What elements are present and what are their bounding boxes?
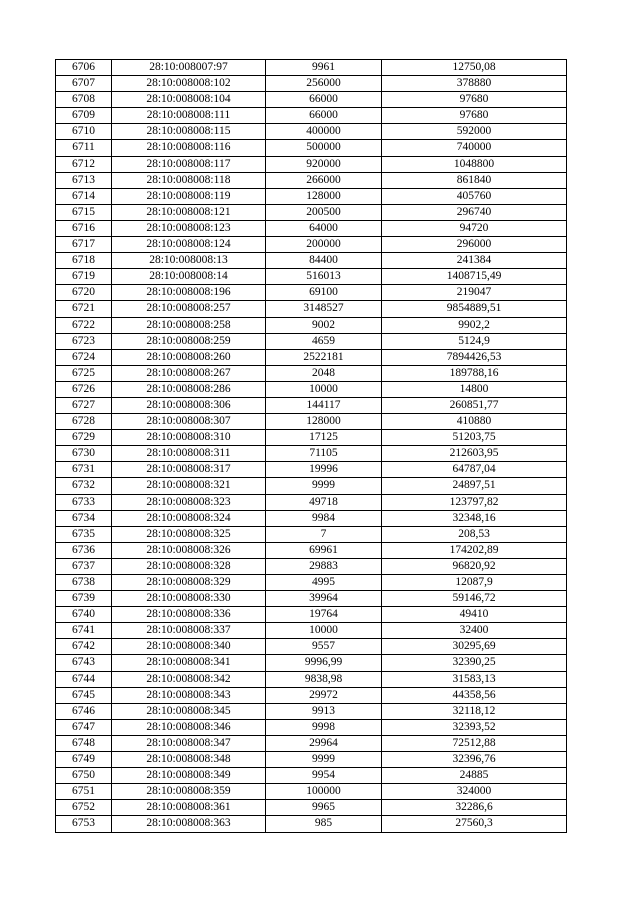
area-cell: 9999 <box>266 478 382 494</box>
table-row <box>56 752 567 768</box>
value-cell: 32286,6 <box>382 800 567 816</box>
area-cell: 200500 <box>266 204 382 220</box>
cadastral-number-cell: 28:10:008008:124 <box>112 237 266 253</box>
table-body <box>56 60 567 833</box>
row-number-cell: 6731 <box>56 462 112 478</box>
row-number-cell: 6724 <box>56 349 112 365</box>
cadastral-number-cell: 28:10:008008:118 <box>112 172 266 188</box>
table-row <box>56 623 567 639</box>
cadastral-number-cell: 28:10:008008:196 <box>112 285 266 301</box>
row-number-cell: 6753 <box>56 816 112 832</box>
cadastral-number-cell: 28:10:008008:102 <box>112 76 266 92</box>
row-number-cell: 6730 <box>56 446 112 462</box>
table-row <box>56 768 567 784</box>
area-cell: 19764 <box>266 607 382 623</box>
row-number-cell: 6720 <box>56 285 112 301</box>
row-number-cell: 6744 <box>56 671 112 687</box>
table-row <box>56 687 567 703</box>
area-cell: 69100 <box>266 285 382 301</box>
cadastral-number-cell: 28:10:008008:325 <box>112 526 266 542</box>
area-cell: 2048 <box>266 365 382 381</box>
area-cell: 9557 <box>266 639 382 655</box>
value-cell: 27560,3 <box>382 816 567 832</box>
table-row <box>56 575 567 591</box>
table-row <box>56 204 567 220</box>
area-cell: 29883 <box>266 558 382 574</box>
cadastral-number-cell: 28:10:008008:346 <box>112 719 266 735</box>
table-row <box>56 140 567 156</box>
area-cell: 84400 <box>266 253 382 269</box>
cadastral-number-cell: 28:10:008008:121 <box>112 204 266 220</box>
table-row <box>56 365 567 381</box>
cadastral-number-cell: 28:10:008008:323 <box>112 494 266 510</box>
area-cell: 128000 <box>266 188 382 204</box>
cadastral-number-cell: 28:10:008008:13 <box>112 253 266 269</box>
cadastral-number-cell: 28:10:008008:286 <box>112 381 266 397</box>
area-cell: 49718 <box>266 494 382 510</box>
row-number-cell: 6747 <box>56 719 112 735</box>
value-cell: 72512,88 <box>382 735 567 751</box>
area-cell: 4995 <box>266 575 382 591</box>
table-row <box>56 92 567 108</box>
value-cell: 592000 <box>382 124 567 140</box>
table-row <box>56 156 567 172</box>
row-number-cell: 6711 <box>56 140 112 156</box>
table-row <box>56 333 567 349</box>
table-row <box>56 494 567 510</box>
table-row <box>56 349 567 365</box>
row-number-cell: 6706 <box>56 60 112 76</box>
table-row <box>56 446 567 462</box>
cadastral-number-cell: 28:10:008008:361 <box>112 800 266 816</box>
value-cell: 296000 <box>382 237 567 253</box>
value-cell: 12087,9 <box>382 575 567 591</box>
table-row <box>56 816 567 832</box>
value-cell: 12750,08 <box>382 60 567 76</box>
value-cell: 32400 <box>382 623 567 639</box>
value-cell: 9854889,51 <box>382 301 567 317</box>
cadastral-number-cell: 28:10:008008:111 <box>112 108 266 124</box>
table-row <box>56 60 567 76</box>
area-cell: 100000 <box>266 784 382 800</box>
value-cell: 1408715,49 <box>382 269 567 285</box>
value-cell: 410880 <box>382 414 567 430</box>
area-cell: 985 <box>266 816 382 832</box>
cadastral-number-cell: 28:10:008008:119 <box>112 188 266 204</box>
value-cell: 51203,75 <box>382 430 567 446</box>
value-cell: 1048800 <box>382 156 567 172</box>
value-cell: 59146,72 <box>382 591 567 607</box>
value-cell: 208,53 <box>382 526 567 542</box>
row-number-cell: 6737 <box>56 558 112 574</box>
row-number-cell: 6739 <box>56 591 112 607</box>
cadastral-number-cell: 28:10:008008:349 <box>112 768 266 784</box>
value-cell: 123797,82 <box>382 494 567 510</box>
row-number-cell: 6741 <box>56 623 112 639</box>
row-number-cell: 6745 <box>56 687 112 703</box>
cadastral-number-cell: 28:10:008008:258 <box>112 317 266 333</box>
row-number-cell: 6738 <box>56 575 112 591</box>
data-table <box>55 59 567 833</box>
value-cell: 324000 <box>382 784 567 800</box>
area-cell: 920000 <box>266 156 382 172</box>
value-cell: 24897,51 <box>382 478 567 494</box>
area-cell: 66000 <box>266 92 382 108</box>
table-row <box>56 381 567 397</box>
row-number-cell: 6752 <box>56 800 112 816</box>
value-cell: 32118,12 <box>382 703 567 719</box>
table-row <box>56 108 567 124</box>
row-number-cell: 6743 <box>56 655 112 671</box>
table-row <box>56 784 567 800</box>
row-number-cell: 6709 <box>56 108 112 124</box>
cadastral-number-cell: 28:10:008008:340 <box>112 639 266 655</box>
table-row <box>56 526 567 542</box>
value-cell: 32390,25 <box>382 655 567 671</box>
row-number-cell: 6714 <box>56 188 112 204</box>
table-row <box>56 414 567 430</box>
value-cell: 94720 <box>382 220 567 236</box>
cadastral-number-cell: 28:10:008008:359 <box>112 784 266 800</box>
area-cell: 4659 <box>266 333 382 349</box>
table-row <box>56 558 567 574</box>
row-number-cell: 6712 <box>56 156 112 172</box>
cadastral-number-cell: 28:10:008008:260 <box>112 349 266 365</box>
table-row <box>56 735 567 751</box>
cadastral-number-cell: 28:10:008008:117 <box>112 156 266 172</box>
row-number-cell: 6707 <box>56 76 112 92</box>
table-row <box>56 269 567 285</box>
area-cell: 29964 <box>266 735 382 751</box>
table-row <box>56 800 567 816</box>
value-cell: 32393,52 <box>382 719 567 735</box>
area-cell: 9999 <box>266 752 382 768</box>
cadastral-number-cell: 28:10:008008:342 <box>112 671 266 687</box>
area-cell: 7 <box>266 526 382 542</box>
row-number-cell: 6717 <box>56 237 112 253</box>
area-cell: 400000 <box>266 124 382 140</box>
row-number-cell: 6722 <box>56 317 112 333</box>
area-cell: 10000 <box>266 381 382 397</box>
value-cell: 189788,16 <box>382 365 567 381</box>
row-number-cell: 6750 <box>56 768 112 784</box>
value-cell: 9902,2 <box>382 317 567 333</box>
value-cell: 212603,95 <box>382 446 567 462</box>
table-row <box>56 655 567 671</box>
row-number-cell: 6736 <box>56 542 112 558</box>
table-row <box>56 671 567 687</box>
cadastral-number-cell: 28:10:008008:326 <box>112 542 266 558</box>
table-row <box>56 220 567 236</box>
cadastral-number-cell: 28:10:008008:116 <box>112 140 266 156</box>
value-cell: 49410 <box>382 607 567 623</box>
row-number-cell: 6708 <box>56 92 112 108</box>
value-cell: 219047 <box>382 285 567 301</box>
row-number-cell: 6732 <box>56 478 112 494</box>
row-number-cell: 6748 <box>56 735 112 751</box>
area-cell: 2522181 <box>266 349 382 365</box>
cadastral-number-cell: 28:10:008008:307 <box>112 414 266 430</box>
area-cell: 29972 <box>266 687 382 703</box>
row-number-cell: 6749 <box>56 752 112 768</box>
area-cell: 256000 <box>266 76 382 92</box>
table-row <box>56 591 567 607</box>
cadastral-number-cell: 28:10:008008:328 <box>112 558 266 574</box>
cadastral-number-cell: 28:10:008008:341 <box>112 655 266 671</box>
cadastral-number-cell: 28:10:008008:348 <box>112 752 266 768</box>
table-row <box>56 430 567 446</box>
table-row <box>56 188 567 204</box>
value-cell: 64787,04 <box>382 462 567 478</box>
row-number-cell: 6715 <box>56 204 112 220</box>
table-row <box>56 285 567 301</box>
row-number-cell: 6728 <box>56 414 112 430</box>
table-row <box>56 478 567 494</box>
value-cell: 44358,56 <box>382 687 567 703</box>
row-number-cell: 6727 <box>56 397 112 413</box>
area-cell: 9996,99 <box>266 655 382 671</box>
cadastral-number-cell: 28:10:008008:330 <box>112 591 266 607</box>
row-number-cell: 6716 <box>56 220 112 236</box>
value-cell: 96820,92 <box>382 558 567 574</box>
cadastral-number-cell: 28:10:008008:267 <box>112 365 266 381</box>
cadastral-number-cell: 28:10:008008:259 <box>112 333 266 349</box>
area-cell: 500000 <box>266 140 382 156</box>
table-row <box>56 510 567 526</box>
area-cell: 3148527 <box>266 301 382 317</box>
value-cell: 378880 <box>382 76 567 92</box>
row-number-cell: 6733 <box>56 494 112 510</box>
area-cell: 66000 <box>266 108 382 124</box>
cadastral-number-cell: 28:10:008008:14 <box>112 269 266 285</box>
cadastral-number-cell: 28:10:008008:257 <box>112 301 266 317</box>
value-cell: 7894426,53 <box>382 349 567 365</box>
cadastral-number-cell: 28:10:008008:336 <box>112 607 266 623</box>
table-row <box>56 172 567 188</box>
cadastral-number-cell: 28:10:008008:123 <box>112 220 266 236</box>
row-number-cell: 6721 <box>56 301 112 317</box>
table-row <box>56 317 567 333</box>
area-cell: 516013 <box>266 269 382 285</box>
table-row <box>56 607 567 623</box>
area-cell: 9984 <box>266 510 382 526</box>
row-number-cell: 6734 <box>56 510 112 526</box>
cadastral-number-cell: 28:10:008008:310 <box>112 430 266 446</box>
area-cell: 266000 <box>266 172 382 188</box>
table-row <box>56 76 567 92</box>
row-number-cell: 6713 <box>56 172 112 188</box>
value-cell: 296740 <box>382 204 567 220</box>
table-row <box>56 462 567 478</box>
value-cell: 32396,76 <box>382 752 567 768</box>
row-number-cell: 6725 <box>56 365 112 381</box>
cadastral-number-cell: 28:10:008008:311 <box>112 446 266 462</box>
area-cell: 64000 <box>266 220 382 236</box>
value-cell: 14800 <box>382 381 567 397</box>
cadastral-number-cell: 28:10:008008:306 <box>112 397 266 413</box>
table-row <box>56 237 567 253</box>
row-number-cell: 6726 <box>56 381 112 397</box>
value-cell: 24885 <box>382 768 567 784</box>
area-cell: 9002 <box>266 317 382 333</box>
area-cell: 39964 <box>266 591 382 607</box>
area-cell: 19996 <box>266 462 382 478</box>
value-cell: 260851,77 <box>382 397 567 413</box>
cadastral-number-cell: 28:10:008008:363 <box>112 816 266 832</box>
area-cell: 9998 <box>266 719 382 735</box>
cadastral-number-cell: 28:10:008008:324 <box>112 510 266 526</box>
area-cell: 69961 <box>266 542 382 558</box>
row-number-cell: 6746 <box>56 703 112 719</box>
cadastral-number-cell: 28:10:008008:115 <box>112 124 266 140</box>
table-row <box>56 253 567 269</box>
row-number-cell: 6740 <box>56 607 112 623</box>
row-number-cell: 6719 <box>56 269 112 285</box>
area-cell: 144117 <box>266 397 382 413</box>
cadastral-number-cell: 28:10:008008:343 <box>112 687 266 703</box>
row-number-cell: 6751 <box>56 784 112 800</box>
value-cell: 861840 <box>382 172 567 188</box>
cadastral-number-cell: 28:10:008008:104 <box>112 92 266 108</box>
cadastral-number-cell: 28:10:008008:329 <box>112 575 266 591</box>
area-cell: 10000 <box>266 623 382 639</box>
table-row <box>56 703 567 719</box>
table-row <box>56 301 567 317</box>
value-cell: 31583,13 <box>382 671 567 687</box>
table-row <box>56 397 567 413</box>
table-row <box>56 639 567 655</box>
table-row <box>56 719 567 735</box>
cadastral-number-cell: 28:10:008008:337 <box>112 623 266 639</box>
area-cell: 17125 <box>266 430 382 446</box>
area-cell: 128000 <box>266 414 382 430</box>
row-number-cell: 6742 <box>56 639 112 655</box>
area-cell: 200000 <box>266 237 382 253</box>
row-number-cell: 6723 <box>56 333 112 349</box>
value-cell: 32348,16 <box>382 510 567 526</box>
value-cell: 5124,9 <box>382 333 567 349</box>
cadastral-number-cell: 28:10:008008:321 <box>112 478 266 494</box>
value-cell: 405760 <box>382 188 567 204</box>
value-cell: 97680 <box>382 92 567 108</box>
row-number-cell: 6729 <box>56 430 112 446</box>
area-cell: 9954 <box>266 768 382 784</box>
cadastral-number-cell: 28:10:008007:97 <box>112 60 266 76</box>
cadastral-number-cell: 28:10:008008:317 <box>112 462 266 478</box>
value-cell: 241384 <box>382 253 567 269</box>
area-cell: 71105 <box>266 446 382 462</box>
table-row <box>56 542 567 558</box>
area-cell: 9965 <box>266 800 382 816</box>
value-cell: 30295,69 <box>382 639 567 655</box>
row-number-cell: 6735 <box>56 526 112 542</box>
value-cell: 174202,89 <box>382 542 567 558</box>
row-number-cell: 6718 <box>56 253 112 269</box>
area-cell: 9913 <box>266 703 382 719</box>
area-cell: 9961 <box>266 60 382 76</box>
cadastral-number-cell: 28:10:008008:345 <box>112 703 266 719</box>
row-number-cell: 6710 <box>56 124 112 140</box>
value-cell: 97680 <box>382 108 567 124</box>
cadastral-number-cell: 28:10:008008:347 <box>112 735 266 751</box>
area-cell: 9838,98 <box>266 671 382 687</box>
value-cell: 740000 <box>382 140 567 156</box>
table-row <box>56 124 567 140</box>
